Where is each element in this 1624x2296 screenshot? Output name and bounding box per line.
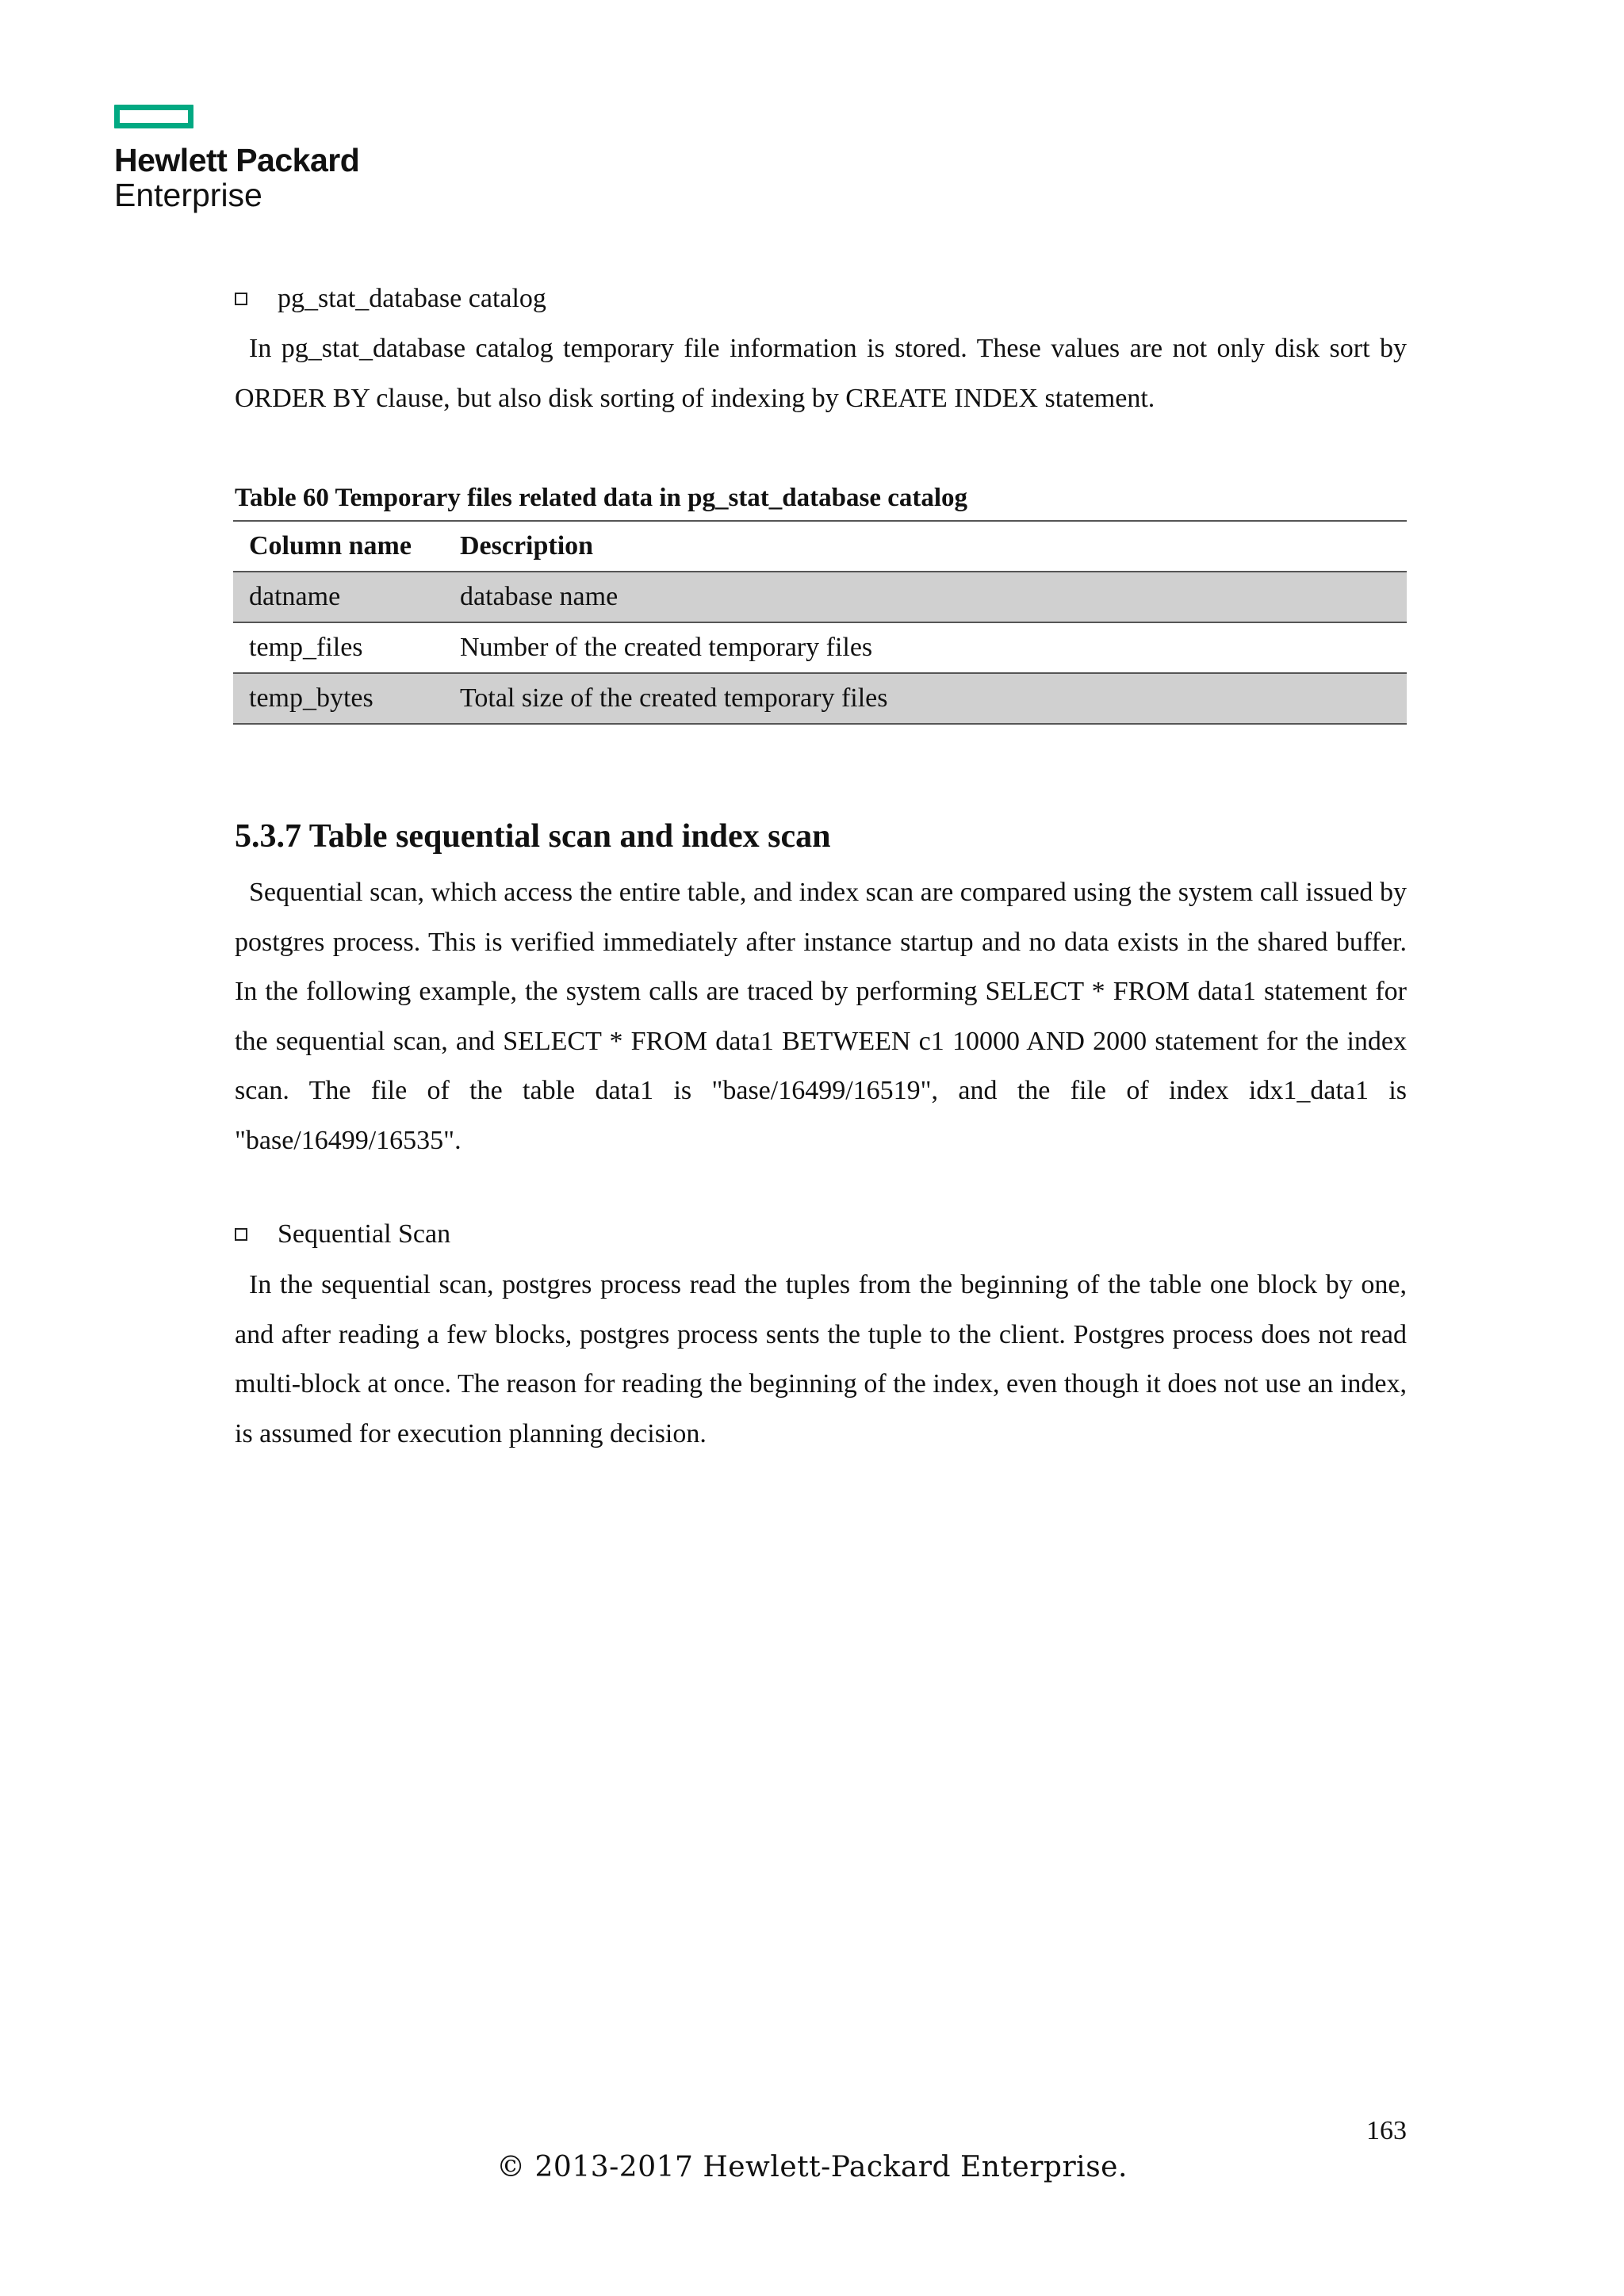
table-cell: Number of the created temporary files <box>444 622 1407 673</box>
table-row <box>233 622 1407 673</box>
table-cell: temp_files <box>233 622 444 673</box>
square-bullet-icon <box>235 293 247 305</box>
table-row <box>233 673 1407 724</box>
table-cell: Total size of the created temporary files <box>444 673 1407 724</box>
logo-text-line1: Hewlett Packard <box>114 142 360 178</box>
logo-text-line2: Enterprise <box>114 177 262 213</box>
bullet-text: pg_stat_database catalog <box>278 284 546 313</box>
header-column-name: Column name <box>233 521 444 572</box>
square-bullet-icon <box>235 1228 247 1241</box>
table-row <box>233 572 1407 622</box>
bullet-text: Sequential Scan <box>278 1219 451 1249</box>
section-heading: 5.3.7 Table sequential scan and index scan <box>235 818 831 855</box>
copyright-notice: © 2013-2017 Hewlett-Packard Enterprise. <box>496 2151 1128 2183</box>
table-cell: database name <box>444 572 1407 622</box>
table-header-row <box>233 521 1407 572</box>
bullet-sequential-scan <box>235 1219 450 1250</box>
company-logo <box>114 105 359 212</box>
paragraph-pg-stat-database: In pg_stat_database catalog temporary file information is stored. These values are not only disk sort by ORDER BY clause, but also disk sorting of indexing by CREATE INDEX statement. <box>235 334 1407 413</box>
header-description: Description <box>444 521 1407 572</box>
logo-bar-icon <box>114 105 193 128</box>
table-caption: Table 60 Temporary files related data in pg_stat_database catalog <box>235 484 968 512</box>
page-number: 163 <box>1366 2116 1407 2145</box>
table-cell: temp_bytes <box>233 673 444 724</box>
table-cell: datname <box>233 572 444 622</box>
paragraph-scan-comparison: Sequential scan, which access the entire table, and index scan are compared using the system call issued by postgres process. This is verified immediately after instance startup and no data exists in the shared buffer. In the following example, the system calls are traced by performing SELECT * FROM data1 statement for the sequential scan, and SELECT * FROM data1 BETWEEN c1 10000 AND 2000 statement for the index scan. The file of the table data1 is "base/16499/16519", and the file of index idx1_data1 is "base/16499/16535". <box>235 878 1407 1155</box>
paragraph-sequential-scan: In the sequential scan, postgres process read the tuples from the beginning of the table one block by one, and after reading a few blocks, postgres process sents the tuple to the client. Postgres process does not read multi-block at once. The reason for reading the beginning of the index, even though it does not use an index, is assumed for execution planning decision. <box>235 1270 1407 1448</box>
temp-files-table <box>233 520 1407 725</box>
bullet-pg-stat-database <box>235 283 546 315</box>
